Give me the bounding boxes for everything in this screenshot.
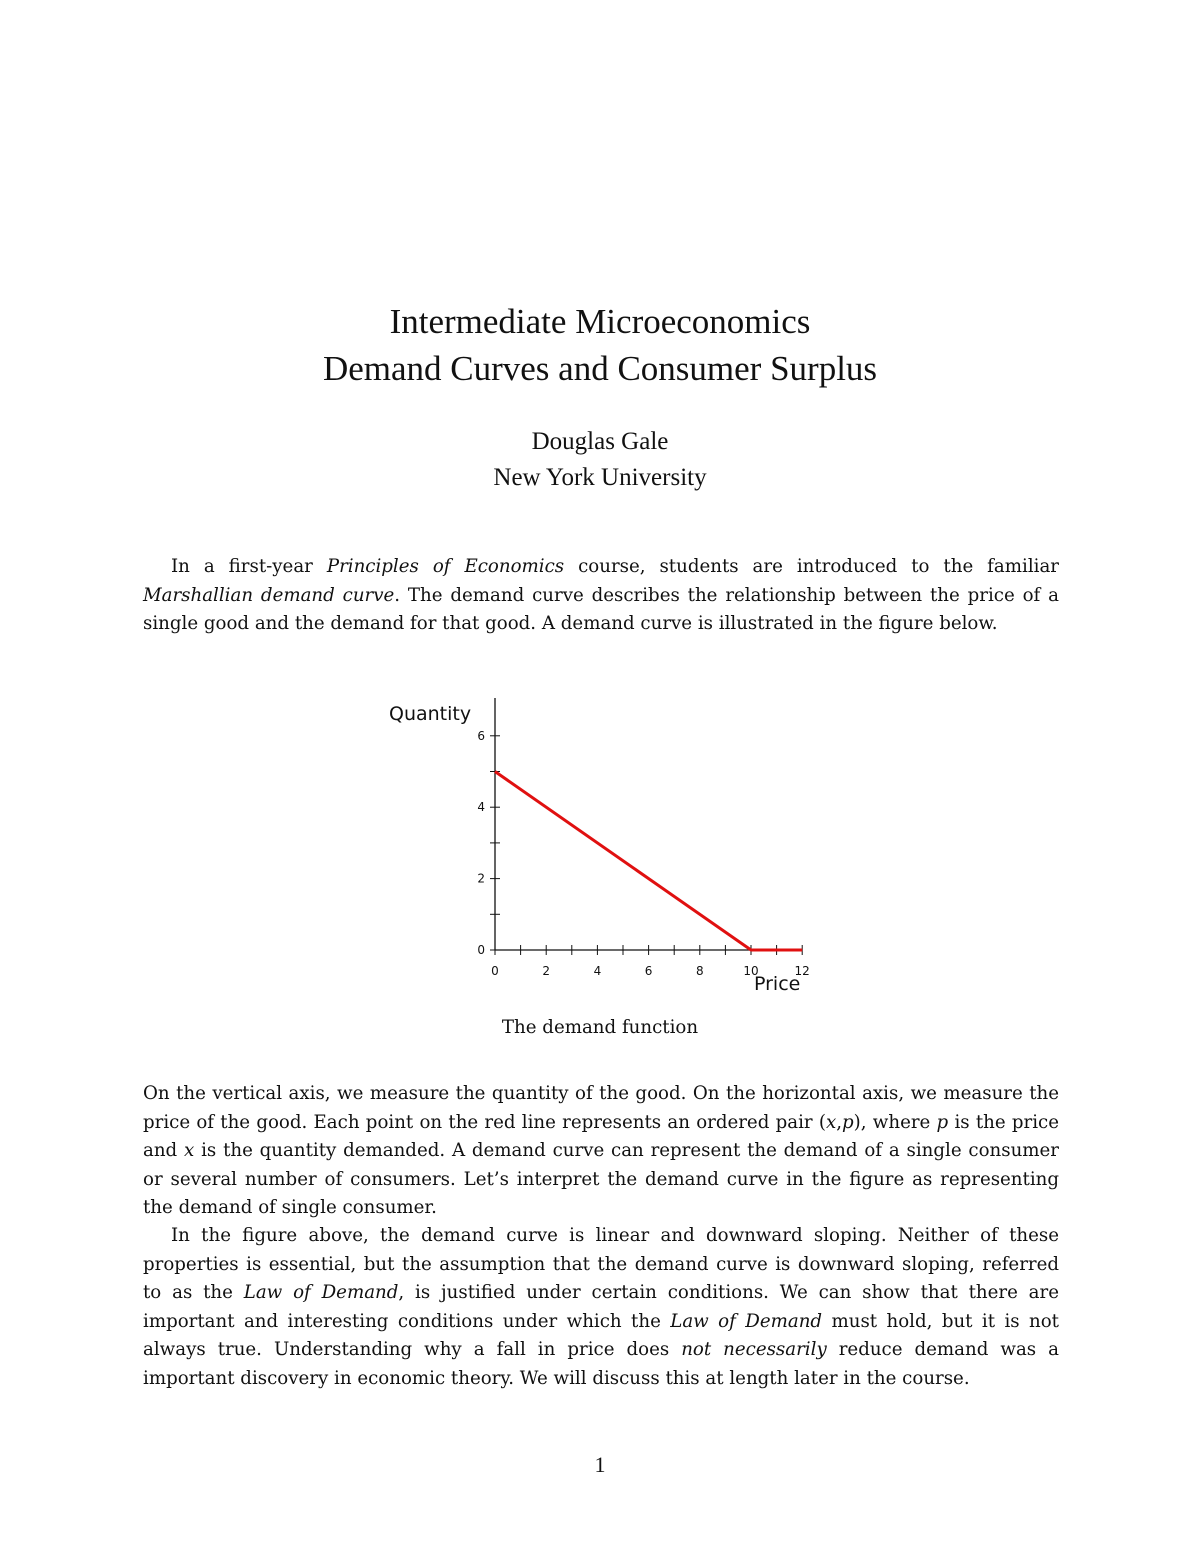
author-name: Douglas Gale	[531, 428, 669, 455]
italic-term: Marshallian demand curve	[143, 584, 395, 606]
text-run: . The demand curve describes the relationship between the price of a single good and the demand for that good. A demand curve is illustrated in the figure below.	[143, 584, 1059, 635]
math-variable: p	[842, 1111, 854, 1133]
math-variable: x	[825, 1111, 837, 1133]
italic-term: Law of Demand	[670, 1310, 823, 1332]
italic-term: Principles of Economics	[326, 556, 565, 577]
x-axis-title: Price	[754, 973, 801, 995]
italic-term: Law of Demand	[243, 1282, 399, 1304]
y-tick-label: 0	[477, 943, 485, 957]
text-run: is the quantity demanded. A demand curve can represent the demand of a single consumer or several number of consumers. Let’s interpret the demand curve in the figure as representing the demand of single consumer.	[143, 1140, 1059, 1219]
title-block	[0, 298, 1200, 392]
x-tick-label: 6	[644, 964, 653, 978]
x-tick-label: 10	[743, 964, 759, 978]
text-run: is the price and	[143, 1111, 1059, 1162]
text-run: ), where	[853, 1111, 937, 1133]
text-run: On the vertical axis, we measure the quantity of the good. On the horizontal axis, we measure the price of the good. Each point on the red line represents an ordered pair (	[143, 1083, 1059, 1133]
text-run: , is justified under certain conditions. We can show that there are important and interesting conditions under which the	[143, 1282, 1059, 1332]
text-run: reduce demand was a important discovery in economic theory. We will discuss this at length later in the course.	[143, 1339, 1059, 1389]
text-run: In a first-year	[171, 556, 327, 577]
course-title: Intermediate Microeconomics	[389, 302, 811, 341]
author-block	[0, 424, 1200, 496]
x-tick-label: 0	[491, 964, 499, 978]
intro-paragraph	[143, 553, 1059, 639]
math-variable: x	[184, 1140, 195, 1162]
document-title: Demand Curves and Consumer Surplus	[322, 349, 878, 388]
text-run: ,	[836, 1111, 842, 1133]
axis-explanation-paragraph	[143, 1080, 1059, 1223]
figure-caption: The demand function	[501, 1017, 699, 1038]
demand-curve-line	[495, 772, 802, 951]
italic-term: not necessarily	[681, 1339, 827, 1361]
page-number: 1	[594, 1452, 606, 1477]
text-run: must hold, but it is not always true. Understanding why a fall in price does	[143, 1310, 1059, 1361]
author-affiliation: New York University	[493, 464, 707, 491]
math-variable: p	[936, 1111, 949, 1133]
y-tick-label: 4	[477, 800, 485, 815]
law-of-demand-paragraph	[143, 1222, 1059, 1394]
x-tick-label: 4	[593, 964, 602, 978]
x-tick-label: 8	[695, 964, 704, 978]
y-tick-label: 6	[477, 728, 485, 743]
text-run: course, students are introduced to the familiar	[564, 556, 1059, 577]
x-tick-label: 2	[542, 964, 551, 978]
demand-figure	[380, 690, 820, 1000]
text-run: In the figure above, the demand curve is linear and downward sloping. Neither of these properties is essential, but the assumption that the demand curve is downward sloping, referred to as the	[143, 1225, 1059, 1304]
y-tick-label: 2	[477, 871, 485, 886]
demand-chart	[380, 690, 820, 1000]
y-axis-title: Quantity	[389, 703, 472, 725]
x-tick-label: 12	[794, 964, 810, 978]
